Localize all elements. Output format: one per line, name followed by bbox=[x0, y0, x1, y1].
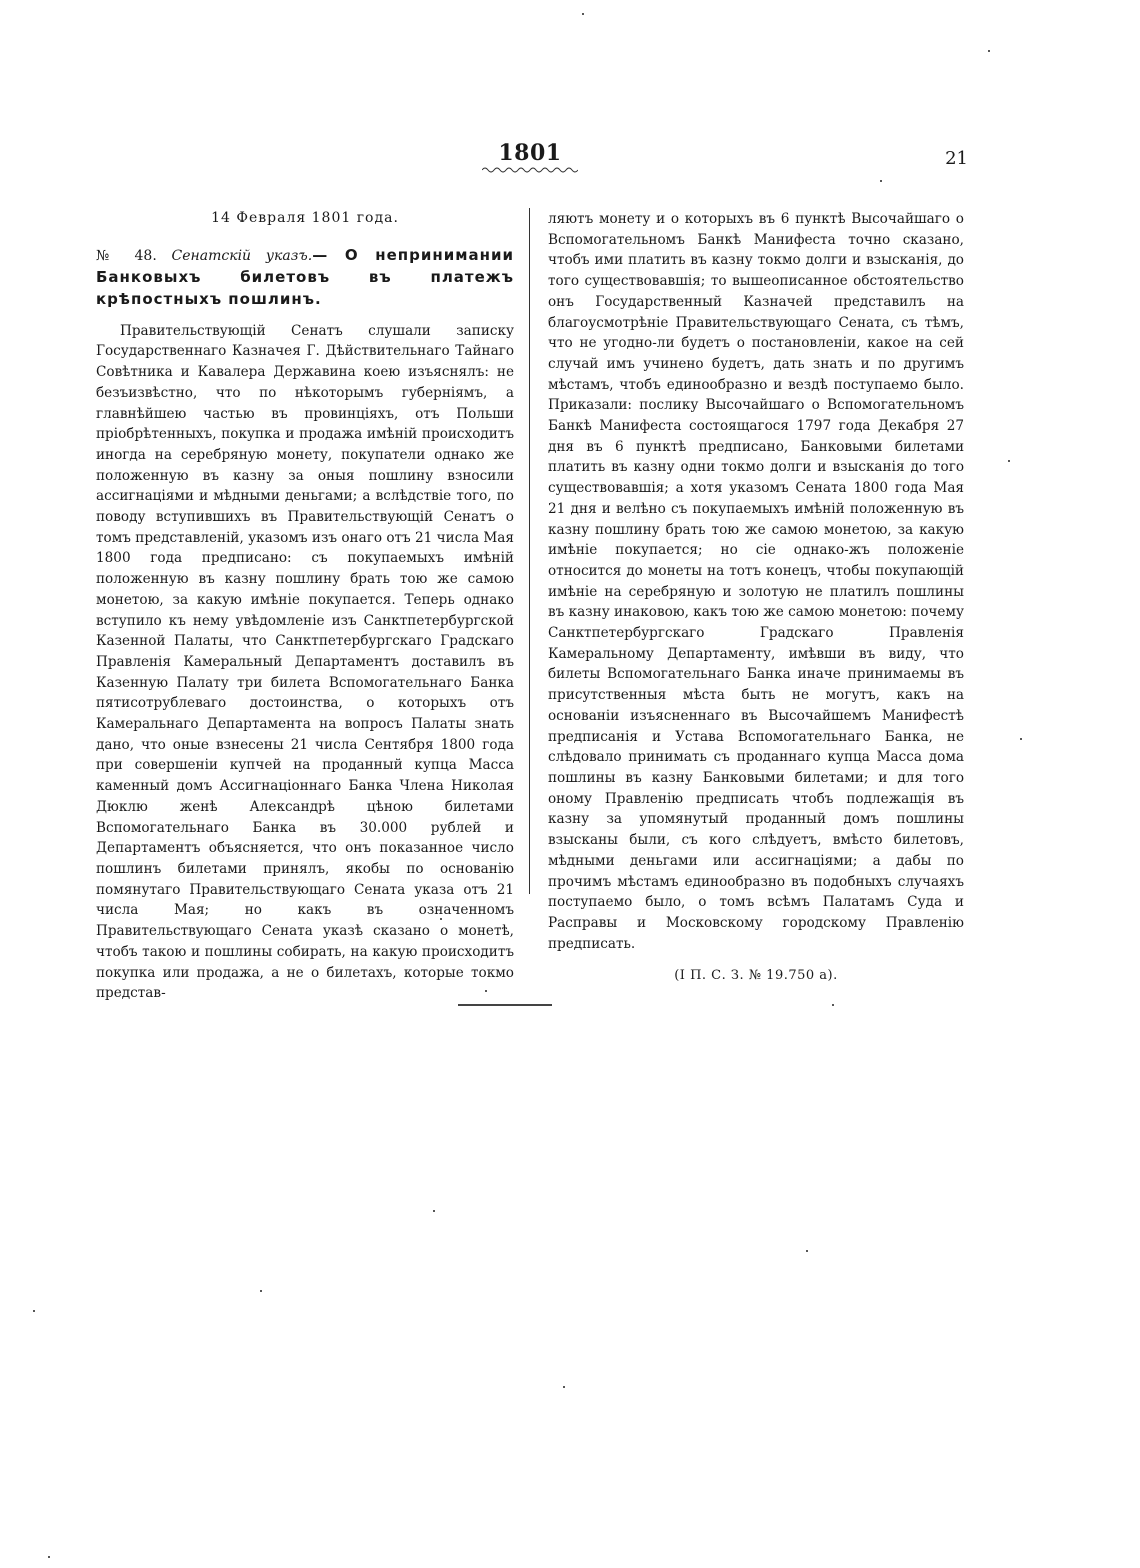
print-speck bbox=[1008, 460, 1010, 462]
decree-date: 14 Февраля 1801 года. bbox=[211, 210, 399, 226]
print-speck bbox=[433, 1210, 435, 1212]
page-year-header: 1801 bbox=[498, 140, 562, 166]
print-speck bbox=[806, 1250, 808, 1252]
right-body-text: ляютъ монету и о которыхъ въ 6 пунктѣ Высочайшаго о Вспомогательномъ Банкѣ Манифеста точно сказано, чтобъ ими платить въ казну токмо долги и взысканія, до того существовавшія; то вышеописанное обстоятельство онъ Государственный Казначей представилъ на благоусмотрѣніе Правительствующаго Сената, съ тѣмъ, что не угодно-ли будетъ о постановленіи, какое на сей случай имъ учинено будетъ, дать знать и по другимъ мѣстамъ, чтобъ единообразно и вездѣ поступаемо было. Приказали: послику Высочайшаго о Вспомогательномъ Банкѣ Манифеста состоящагося 1797 года Декабря 27 дня въ 6 пунктѣ предписано, Банковыми билетами платить въ казну одни токмо долги и взысканія до того существовавшія; а хотя указомъ Сената 1800 года Мая 21 дня и велѣно съ покупаемыхъ имѣній положенную въ казну пошлину брать тою же самою монетою, за какую имѣніе покупается; но сіе однако-жъ положеніе относится до монеты на тотъ конецъ, чтобы покупающій имѣніе на серебряную и золотую не платилъ пошлины въ казну инаковою, какъ тою же самою монетою: почему Санктпетербургскаго Градскаго Правленія Камеральному Департаменту, имѣвши въ виду, что билеты Вспомогательнаго Банка иначе принимаемы въ присутственныя мѣста быть не могутъ, какъ на основаніи изъясненнаго въ Высочайшемъ Манифестѣ предписанія и Устава Вспомогательнаго Банка, не слѣдовало принимать съ проданнаго купца Масса дома пошлины въ казну Банковыми билетами; и для того оному Правленію предписать чтобъ подлежащія въ казну за упомянутый проданный домъ пошлины взысканы были, съ кого слѣдуетъ, вмѣсто билетовъ, мѣдными деньгами или ассигнаціями; а дабы по прочимъ мѣстамъ единообразно въ подобныхъ случаяхъ поступаемо было, о томъ всѣмъ Палатамъ Суда и Расправы и Московскому городскому Правленію предписать. bbox=[548, 211, 964, 952]
print-speck bbox=[1020, 738, 1022, 740]
print-speck bbox=[832, 1004, 834, 1006]
right-column bbox=[548, 209, 964, 1000]
print-speck bbox=[33, 1310, 35, 1312]
end-rule bbox=[458, 1004, 552, 1006]
print-speck bbox=[260, 1290, 262, 1292]
print-speck bbox=[582, 13, 584, 15]
decree-number: № 48. bbox=[96, 247, 157, 264]
decree-kind: Сенатскій указъ. bbox=[171, 247, 313, 264]
print-speck bbox=[988, 50, 990, 52]
wavy-underline-ornament bbox=[482, 166, 578, 174]
print-speck bbox=[880, 180, 882, 182]
decree-heading bbox=[96, 245, 514, 311]
page-number: 21 bbox=[945, 148, 968, 169]
print-speck bbox=[48, 1556, 50, 1558]
print-speck bbox=[440, 918, 442, 920]
print-speck bbox=[485, 990, 487, 992]
print-speck bbox=[563, 1386, 565, 1388]
decree-title: — О непринимании Банковыхъ билетовъ въ платежъ крѣпостныхъ пошлинъ. bbox=[96, 245, 514, 308]
source-citation: (I П. С. З. № 19.750 а). bbox=[674, 968, 838, 984]
column-divider bbox=[529, 208, 530, 894]
left-body-text: Правительствующій Сенатъ слушали записку Государственнаго Казначея Г. Дѣйствительнаго Тайнаго Совѣтника и Кавалера Державина коею изъяснялъ: не безъизвѣстно, что по нѣкоторымъ губерніямъ, а главнѣйшею частью въ провинціяхъ, отъ Польши пріобрѣтенныхъ, покупка и продажа имѣній происходитъ иногда на серебряную монету, покупатели однако же положенную въ казну за оныя пошлину взносили ассигнаціями и мѣдными деньгами; а вслѣдствіе того, по поводу вступившихъ въ Правительствующій Сенатъ о томъ представленій, указомъ изъ онаго отъ 21 числа Мая 1800 года предписано: съ покупаемыхъ имѣній положенную въ казну пошлину брать тою же самою монетою, за какую имѣніе покупается. Теперь однако вступило къ нему увѣдомленіе изъ Санктпетербургской Казенной Палаты, что Санктпетербургскаго Градскаго Правленія Камеральный Департаментъ доставилъ въ Казенную Палату три билета Вспомогательнаго Банка пятисотрублеваго достоинства, о которыхъ отъ Камеральнаго Департамента на вопросъ Палаты знать дано, что оные взнесены 21 числа Сентября 1800 года при совершеніи купчей на проданный купца Масса каменный домъ Ассигнаціоннаго Банка Члена Николая Дюклю женѣ Александрѣ цѣною билетами Вспомогательнаго Банка въ 30.000 рублей и Департаментъ объясняется, что онъ показанное число пошлинъ билетами принялъ, якобы по основанію помянутаго Правительствующаго Сената указа отъ 21 числа Мая; но какъ въ означенномъ Правительствующаго Сената указѣ сказано о монетѣ, чтобъ такою и пошлины собирать, на какую происходитъ покупка или продажа, а не о билетахъ, которые токмо представ- bbox=[96, 322, 514, 1002]
left-column bbox=[96, 208, 514, 1004]
